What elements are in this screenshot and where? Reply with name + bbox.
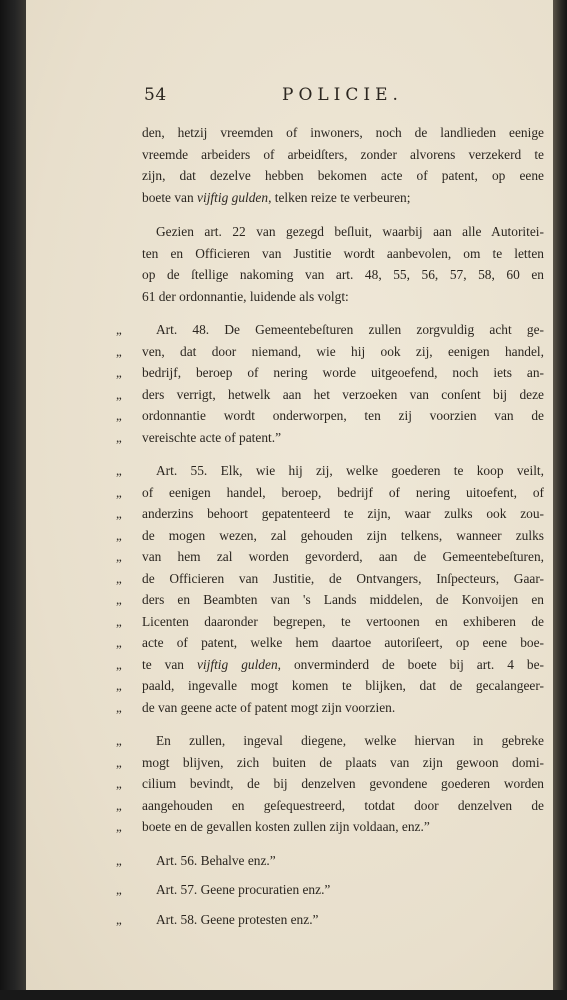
text-line	[116, 405, 544, 427]
line-text: Art. 55. Elk, wie hij zij, welke goederen te koop veilt,	[156, 463, 544, 478]
line-text: de van geene acte of patent mogt zijn voorzien.	[142, 699, 396, 715]
line-text: zijn, dat dezelve hebben bekomen acte of patent, op eene	[142, 168, 544, 183]
text-line	[116, 341, 544, 363]
page-body	[116, 122, 544, 930]
quote-mark: „	[116, 656, 122, 672]
line-text: Art. 48. De Gemeentebeſturen zullen zorgvuldig acht ge-	[156, 322, 544, 337]
page-header	[116, 84, 544, 114]
line-text: vereischte acte of patent.”	[142, 429, 282, 445]
quote-mark: „	[116, 570, 122, 586]
line-text: cilium bevindt, de bij denzelven gevondene goederen worden	[142, 776, 544, 791]
line-text: boete van vijftig gulden, telken reize te verbeuren;	[142, 189, 411, 205]
italic-phrase: vijftig gulden	[197, 189, 269, 205]
quote-mark: „	[116, 678, 122, 693]
text-line	[116, 362, 544, 384]
line-text: op de ſtellige nakoming van art. 48, 55, 56, 57, 58, 60 en	[142, 267, 544, 282]
line-text: ordonnantie wordt onderworpen, ten zij voorzien van de	[142, 408, 544, 423]
page-edge-right	[553, 0, 567, 1000]
paragraph-p2	[116, 221, 544, 307]
line-text: bedrijf, beroep of nering worde uitgeoefend, noch iets an-	[142, 365, 544, 380]
text-line	[116, 319, 544, 341]
paragraph-p1	[116, 122, 544, 208]
quote-mark: „	[116, 852, 122, 868]
quote-mark: „	[116, 463, 122, 478]
line-text: paald, ingevalle mogt komen te blijken, dat de gecalangeer-	[142, 678, 544, 693]
quote-mark: „	[116, 549, 122, 564]
running-head: POLICIE.	[282, 85, 403, 105]
text-line	[116, 546, 544, 568]
text-line	[116, 611, 544, 633]
paragraph-p4	[116, 460, 544, 718]
paragraph-p8	[116, 909, 544, 931]
quote-mark: „	[116, 613, 122, 629]
text-line	[116, 427, 544, 449]
book-spine-shadow	[0, 0, 26, 1000]
quote-mark: „	[116, 429, 122, 445]
line-text: vreemde arbeiders of arbeidſters, zonder alvorens verzekerd te	[142, 146, 544, 162]
text-line	[116, 286, 544, 308]
text-line	[116, 850, 544, 872]
quote-mark: „	[116, 527, 122, 543]
line-text: ders verrigt, hetwelk aan het verzoeken van conſent bij deze	[142, 386, 544, 402]
text-line	[116, 482, 544, 504]
quote-mark: „	[116, 776, 122, 791]
quote-mark: „	[116, 635, 122, 650]
line-text: 61 der ordonnantie, luidende als volgt:	[142, 288, 349, 304]
text-line	[116, 879, 544, 901]
line-text: van hem zal worden gevorderd, aan de Gemeentebeſturen,	[142, 549, 544, 564]
text-line	[116, 243, 544, 265]
text-line	[116, 816, 544, 838]
line-text: aangehouden en geſequestreerd, totdat door denzelven de	[142, 797, 544, 813]
text-line	[116, 503, 544, 525]
quote-mark: „	[116, 592, 122, 607]
text-line	[116, 460, 544, 482]
page-edge-bottom	[0, 990, 567, 1000]
text-line	[116, 773, 544, 795]
text-line	[116, 795, 544, 817]
paragraph-p5	[116, 730, 544, 838]
line-text: ven, dat door niemand, wie hij ook zij, eenigen handel,	[142, 343, 544, 359]
text-line	[116, 384, 544, 406]
quote-mark: „	[116, 322, 122, 337]
line-text: ten en Officieren van Justitie wordt aanbevolen, om te letten	[142, 245, 544, 261]
quote-mark: „	[116, 882, 122, 897]
quote-mark: „	[116, 797, 122, 813]
text-line	[116, 187, 544, 209]
line-text: boete en de gevallen kosten zullen zijn voldaan, enz.”	[142, 819, 430, 834]
quote-mark: „	[116, 484, 122, 500]
quote-mark: „	[116, 819, 122, 834]
text-line	[116, 752, 544, 774]
text-line	[116, 568, 544, 590]
line-text: te van vijftig gulden, onverminderd de boete bij art. 4 be-	[142, 656, 544, 672]
paragraph-p6	[116, 850, 544, 872]
line-text: Licenten daaronder begrepen, te vertoonen en exhiberen de	[142, 613, 544, 629]
quote-mark: „	[116, 506, 122, 521]
line-text: anderzins behoort gepatenteerd te zijn, waar zulks ook zou-	[142, 506, 544, 521]
line-text: mogt blijven, zich buiten de plaats van zijn gewoon domi-	[142, 754, 544, 770]
page-text-block	[116, 84, 544, 930]
quote-mark: „	[116, 699, 122, 715]
line-text: acte of patent, welke hem daartoe autoriſeert, op eene boe-	[142, 635, 544, 650]
text-line	[116, 654, 544, 676]
paragraph-p3	[116, 319, 544, 448]
quote-mark: „	[116, 386, 122, 402]
line-text: En zullen, ingeval diegene, welke hiervan in gebreke	[156, 733, 544, 748]
line-text: Art. 57. Geene procuratien enz.”	[156, 882, 331, 897]
quote-mark: „	[116, 408, 122, 423]
text-line	[116, 675, 544, 697]
quote-mark: „	[116, 343, 122, 359]
text-line	[116, 165, 544, 187]
line-text: ders en Beambten van 's Lands middelen, de Konvoijen en	[142, 592, 544, 607]
quote-mark: „	[116, 365, 122, 380]
italic-phrase: vijftig gulden	[196, 656, 278, 672]
paragraph-p7	[116, 879, 544, 901]
text-line	[116, 632, 544, 654]
text-line	[116, 730, 544, 752]
book-page	[26, 0, 553, 990]
text-line	[116, 122, 544, 144]
quote-mark: „	[116, 754, 122, 770]
page-number: 54	[144, 85, 167, 105]
line-text: de Officieren van Justitie, de Ontvangers, Inſpecteurs, Gaar-	[142, 570, 544, 586]
text-line	[116, 144, 544, 166]
text-line	[116, 697, 544, 719]
text-line	[116, 589, 544, 611]
line-text: Art. 58. Geene protesten enz.”	[156, 911, 319, 927]
text-line	[116, 221, 544, 243]
line-text: Gezien art. 22 van gezegd beſluit, waarbij aan alle Autoritei-	[156, 224, 544, 239]
text-line	[116, 264, 544, 286]
line-text: de mogen wezen, zal gehouden zijn telkens, wanneer zulks	[142, 527, 544, 543]
line-text: den, hetzij vreemden of inwoners, noch de landlieden eenige	[142, 125, 544, 140]
text-line	[116, 909, 544, 931]
quote-mark: „	[116, 911, 122, 927]
line-text: of eenigen handel, beroep, bedrijf of nering uitoefent, of	[142, 484, 544, 500]
line-text: Art. 56. Behalve enz.”	[156, 852, 276, 868]
quote-mark: „	[116, 733, 122, 748]
text-line	[116, 525, 544, 547]
